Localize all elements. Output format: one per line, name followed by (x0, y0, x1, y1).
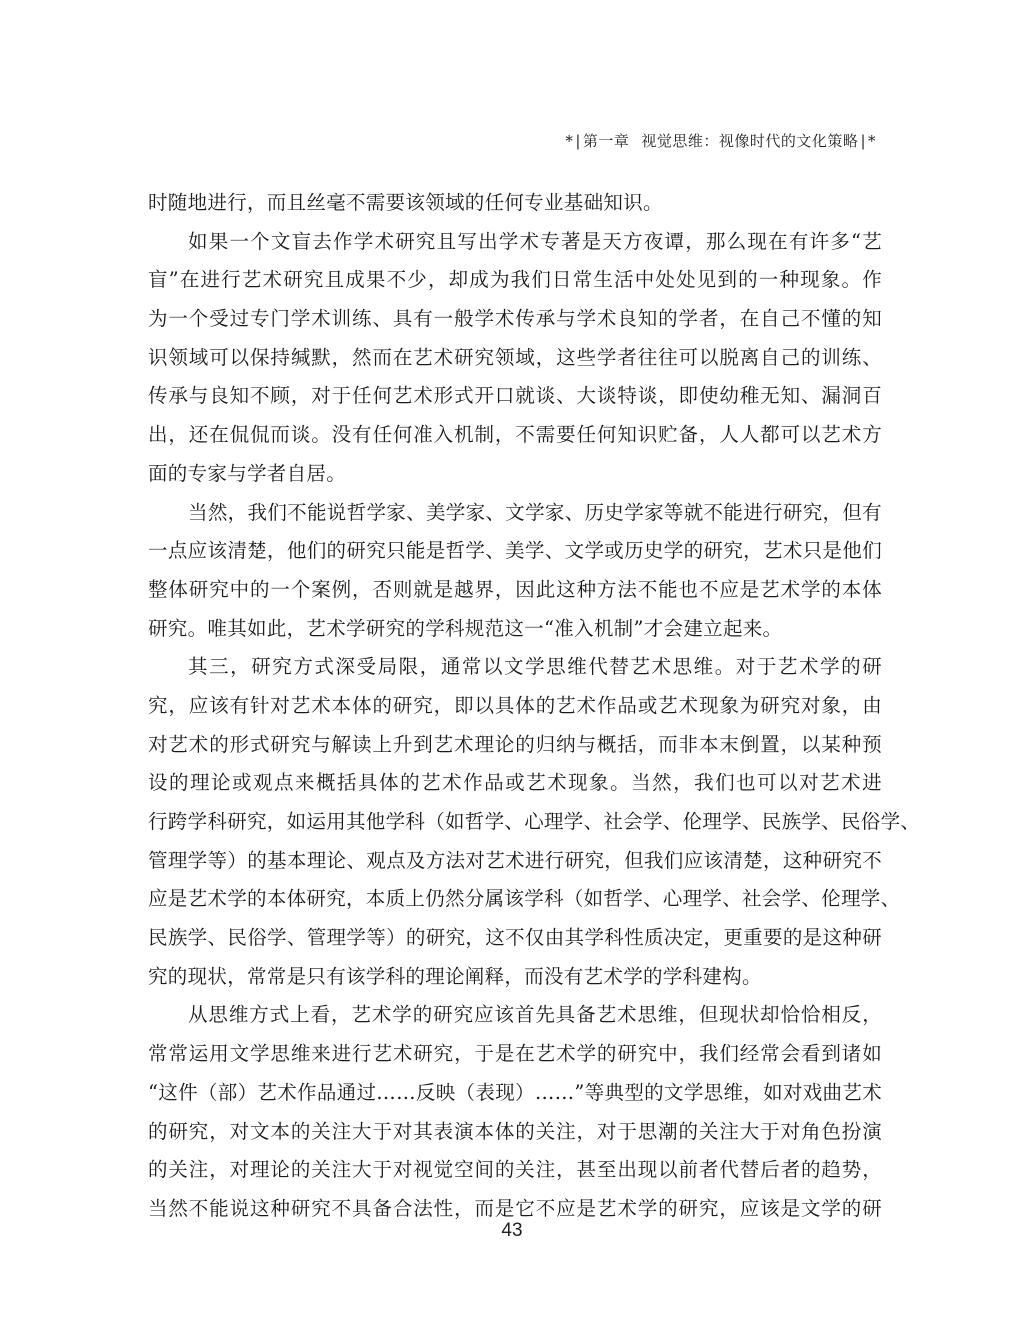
text-line: 研究。唯其如此，艺术学研究的学科规范这一“准入机制”才会建立起来。 (148, 616, 783, 640)
text-line: 从思维方式上看，艺术学的研究应该首先具备艺术思维，但现状却恰恰相反， (188, 1003, 882, 1027)
text-line: 当然不能说这种研究不具备合法性，而是它不应是艺术学的研究，应该是文学的研 (148, 1196, 882, 1220)
header-star-right: * (868, 132, 876, 150)
text-line: 为一个受过专门学术训练、具有一般学术传承与学术良知的学者，在自己不懂的知 (148, 307, 882, 331)
text-line: 民族学、民俗学、管理学等）的研究，这不仅由其学科性质决定，更重要的是这种研 (148, 926, 882, 950)
text-line: 面的专家与学者自居。 (148, 461, 347, 485)
header-separator: | (575, 132, 581, 150)
text-line: 传承与良知不顾，对于任何艺术形式开口就谈、大谈特谈，即使幼稚无知、漏洞百 (148, 384, 882, 408)
chapter-label: 第一章 (582, 132, 630, 150)
text-line: 的关注，对理论的关注大于对视觉空间的关注，甚至出现以前者代替后者的趋势， (148, 1158, 882, 1182)
text-line: 管理学等）的基本理论、观点及方法对艺术进行研究，但我们应该清楚，这种研究不 (148, 848, 882, 872)
running-header (565, 130, 876, 151)
text-line: 识领域可以保持缄默，然而在艺术研究领域，这些学者往往可以脱离自己的训练、 (148, 345, 882, 369)
text-line: 一点应该清楚，他们的研究只能是哲学、美学、文学或历史学的研究，艺术只是他们 (148, 539, 882, 563)
text-line: 应是艺术学的本体研究，本质上仍然分属该学科（如哲学、心理学、社会学、伦理学、 (148, 887, 901, 911)
header-star-left: * (565, 132, 574, 150)
body-text (148, 184, 921, 1229)
text-line: 对艺术的形式研究与解读上升到艺术理论的归纳与概括，而非本末倒置，以某种预 (148, 732, 882, 756)
text-line: 出，还在侃侃而谈。没有任何准入机制，不需要任何知识贮备，人人都可以艺术方 (148, 423, 882, 447)
text-line: 时随地进行，而且丝毫不需要该领域的任何专业基础知识。 (148, 191, 663, 214)
text-line: 整体研究中的一个案例，否则就是越界，因此这种方法不能也不应是艺术学的本体 (148, 577, 882, 601)
text-line: 行跨学科研究，如运用其他学科（如哲学、心理学、社会学、伦理学、民族学、民俗学、 (148, 810, 921, 833)
text-line: “这件（部）艺术作品通过……反映（表现）……”等典型的文学思维，如对戏曲艺术 (148, 1080, 882, 1104)
text-line: 究，应该有针对艺术本体的研究，即以具体的艺术作品或艺术现象为研究对象，由 (148, 693, 882, 717)
text-line: 设的理论或观点来概括具体的艺术作品或艺术现象。当然，我们也可以对艺术进 (148, 771, 882, 795)
text-line: 如果一个文盲去作学术研究且写出学术专著是天方夜谭，那么现在有许多“艺 (188, 229, 882, 253)
chapter-title: 视觉思维：视像时代的文化策略 (641, 132, 859, 150)
text-line: 其三，研究方式深受局限，通常以文学思维代替艺术思维。对于艺术学的研 (188, 655, 882, 679)
text-line: 究的现状，常常是只有该学科的理论阐释，而没有艺术学的学科建构。 (148, 964, 762, 988)
header-separator: | (860, 132, 866, 150)
page-number: 43 (501, 1220, 523, 1241)
text-line: 常常运用文学思维来进行艺术研究，于是在艺术学的研究中，我们经常会看到诸如 (148, 1042, 882, 1066)
text-line: 盲”在进行艺术研究且成果不少，却成为我们日常生活中处处见到的一种现象。作 (148, 268, 882, 292)
text-line: 的研究，对文本的关注大于对其表演本体的关注，对于思潮的关注大于对角色扮演 (148, 1119, 882, 1143)
text-line: 当然，我们不能说哲学家、美学家、文学家、历史学家等就不能进行研究，但有 (188, 500, 882, 524)
